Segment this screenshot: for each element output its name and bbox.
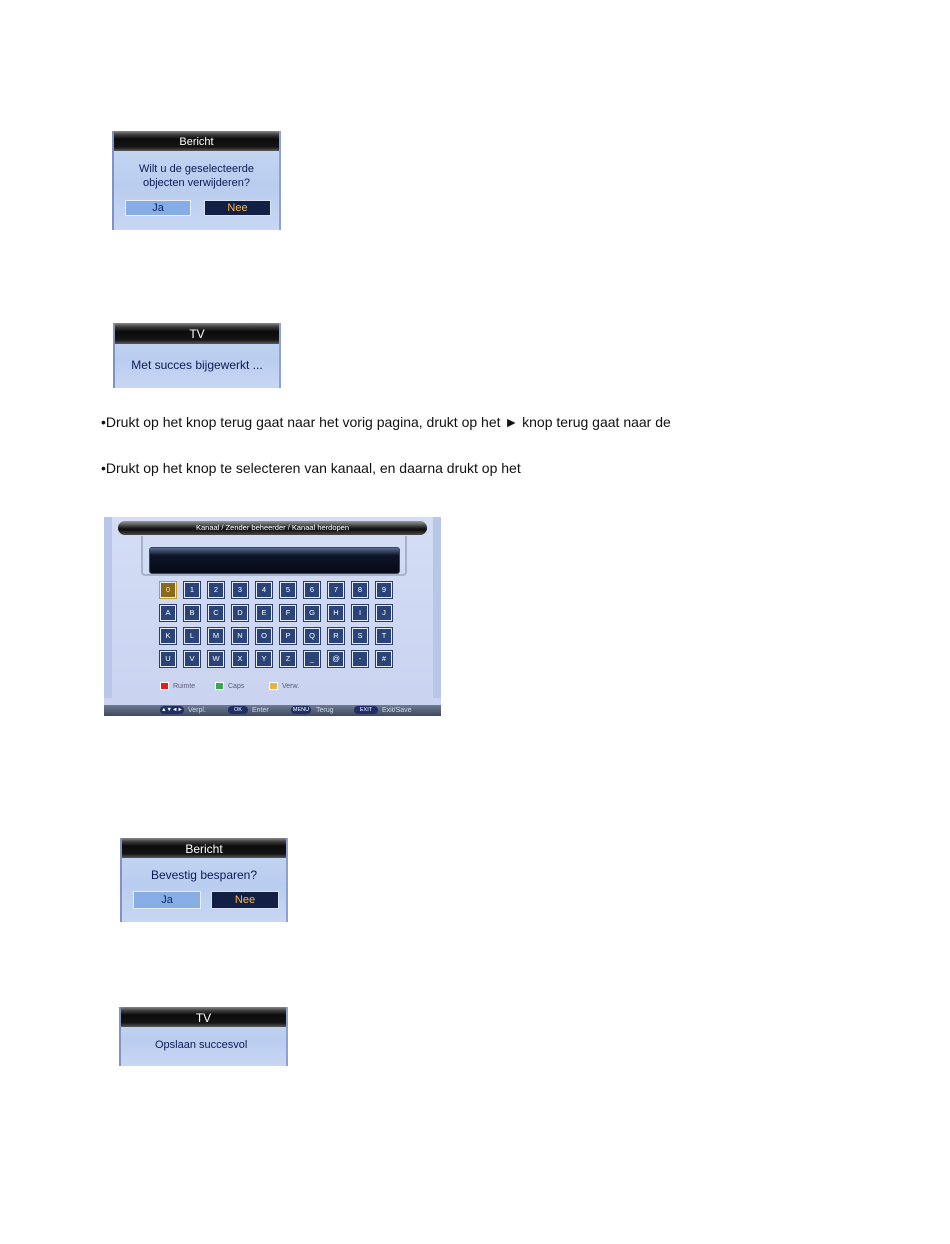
key-s[interactable]: S bbox=[352, 628, 368, 644]
key-u[interactable]: U bbox=[160, 651, 176, 667]
key-h[interactable]: H bbox=[328, 605, 344, 621]
key-hash[interactable]: # bbox=[376, 651, 392, 667]
hint-bar bbox=[104, 705, 441, 716]
key-m[interactable]: M bbox=[208, 628, 224, 644]
key-7[interactable]: 7 bbox=[328, 582, 344, 598]
save-success-notice bbox=[119, 1007, 288, 1066]
key-g[interactable]: G bbox=[304, 605, 320, 621]
key-o[interactable]: O bbox=[256, 628, 272, 644]
key-y[interactable]: Y bbox=[256, 651, 272, 667]
key-d[interactable]: D bbox=[232, 605, 248, 621]
menu-key-pill: MENU bbox=[292, 707, 310, 713]
key-e[interactable]: E bbox=[256, 605, 272, 621]
notice-title: TV bbox=[121, 1007, 286, 1027]
key-w[interactable]: W bbox=[208, 651, 224, 667]
legend-red bbox=[160, 682, 195, 690]
key-5[interactable]: 5 bbox=[280, 582, 296, 598]
key-q[interactable]: Q bbox=[304, 628, 320, 644]
key-underscore[interactable]: _ bbox=[304, 651, 320, 667]
key-k[interactable]: K bbox=[160, 628, 176, 644]
legend-label: Ruimte bbox=[173, 682, 196, 690]
yes-button[interactable]: Ja bbox=[125, 200, 191, 216]
key-i[interactable]: I bbox=[352, 605, 368, 621]
instruction-paragraph-1: •Drukt op het knop terug gaat naar het vorig pagina, drukt op het ► knop terug gaat naar de bbox=[101, 414, 671, 430]
instruction-paragraph-2: •Drukt op het knop te selecteren van kanaal, en daarna drukt op het bbox=[101, 460, 521, 476]
legend-label: Caps bbox=[228, 682, 245, 690]
notice-title: TV bbox=[115, 323, 279, 344]
key-l[interactable]: L bbox=[184, 628, 200, 644]
key-r[interactable]: R bbox=[328, 628, 344, 644]
no-button[interactable]: Nee bbox=[204, 200, 271, 216]
key-p[interactable]: P bbox=[280, 628, 296, 644]
right-edge bbox=[433, 517, 441, 698]
key-at[interactable]: @ bbox=[328, 651, 344, 667]
red-key-icon bbox=[160, 682, 169, 690]
key-6[interactable]: 6 bbox=[304, 582, 320, 598]
key-f[interactable]: F bbox=[280, 605, 296, 621]
yellow-key-icon bbox=[269, 682, 278, 690]
legend-label: Verw. bbox=[282, 682, 300, 690]
key-2[interactable]: 2 bbox=[208, 582, 224, 598]
key-1[interactable]: 1 bbox=[184, 582, 200, 598]
key-8[interactable]: 8 bbox=[352, 582, 368, 598]
channel-name-input[interactable] bbox=[149, 547, 400, 574]
notice-message: Met succes bijgewerkt ... bbox=[131, 358, 263, 372]
left-edge bbox=[104, 517, 112, 698]
hint-move: Verpl. bbox=[188, 707, 206, 714]
dialog-message: Bevestig besparen? bbox=[150, 868, 258, 882]
yes-button[interactable]: Ja bbox=[133, 891, 201, 909]
green-key-icon bbox=[215, 682, 224, 690]
key-9[interactable]: 9 bbox=[376, 582, 392, 598]
key-x[interactable]: X bbox=[232, 651, 248, 667]
hint-back: Terug bbox=[316, 707, 334, 714]
breadcrumb: Kanaal / Zender beheerder / Kanaal herdopen bbox=[118, 521, 427, 535]
exit-key-pill: EXIT bbox=[354, 706, 378, 714]
key-z[interactable]: Z bbox=[280, 651, 296, 667]
ok-key-pill: OK bbox=[228, 706, 248, 714]
notice-message: Opslaan succesvol bbox=[155, 1039, 248, 1051]
key-dash[interactable]: - bbox=[352, 651, 368, 667]
key-c[interactable]: C bbox=[208, 605, 224, 621]
hint-exit-save: Exit/Save bbox=[382, 707, 412, 714]
dialog-message-line2: objecten verwijderen? bbox=[142, 177, 250, 189]
key-3[interactable]: 3 bbox=[232, 582, 248, 598]
key-t[interactable]: T bbox=[376, 628, 392, 644]
confirm-save-dialog bbox=[120, 838, 288, 922]
key-4[interactable]: 4 bbox=[256, 582, 272, 598]
dialog-title: Bericht bbox=[122, 838, 286, 858]
dialog-title: Bericht bbox=[114, 131, 279, 151]
arrows-key-pill: ▲▼◄► bbox=[161, 707, 183, 713]
update-success-notice bbox=[113, 323, 281, 388]
no-button[interactable]: Nee bbox=[211, 891, 279, 909]
rename-channel-screen bbox=[104, 517, 441, 716]
key-a[interactable]: A bbox=[160, 605, 176, 621]
hint-enter: Enter bbox=[252, 707, 269, 714]
key-0[interactable]: 0 bbox=[160, 582, 176, 598]
legend-yellow bbox=[269, 682, 299, 690]
key-b[interactable]: B bbox=[184, 605, 200, 621]
key-n[interactable]: N bbox=[232, 628, 248, 644]
dialog-message-line1: Wilt u de geselecteerde bbox=[139, 163, 254, 175]
key-j[interactable]: J bbox=[376, 605, 392, 621]
legend-green bbox=[215, 682, 244, 690]
key-v[interactable]: V bbox=[184, 651, 200, 667]
delete-confirm-dialog bbox=[112, 131, 281, 230]
